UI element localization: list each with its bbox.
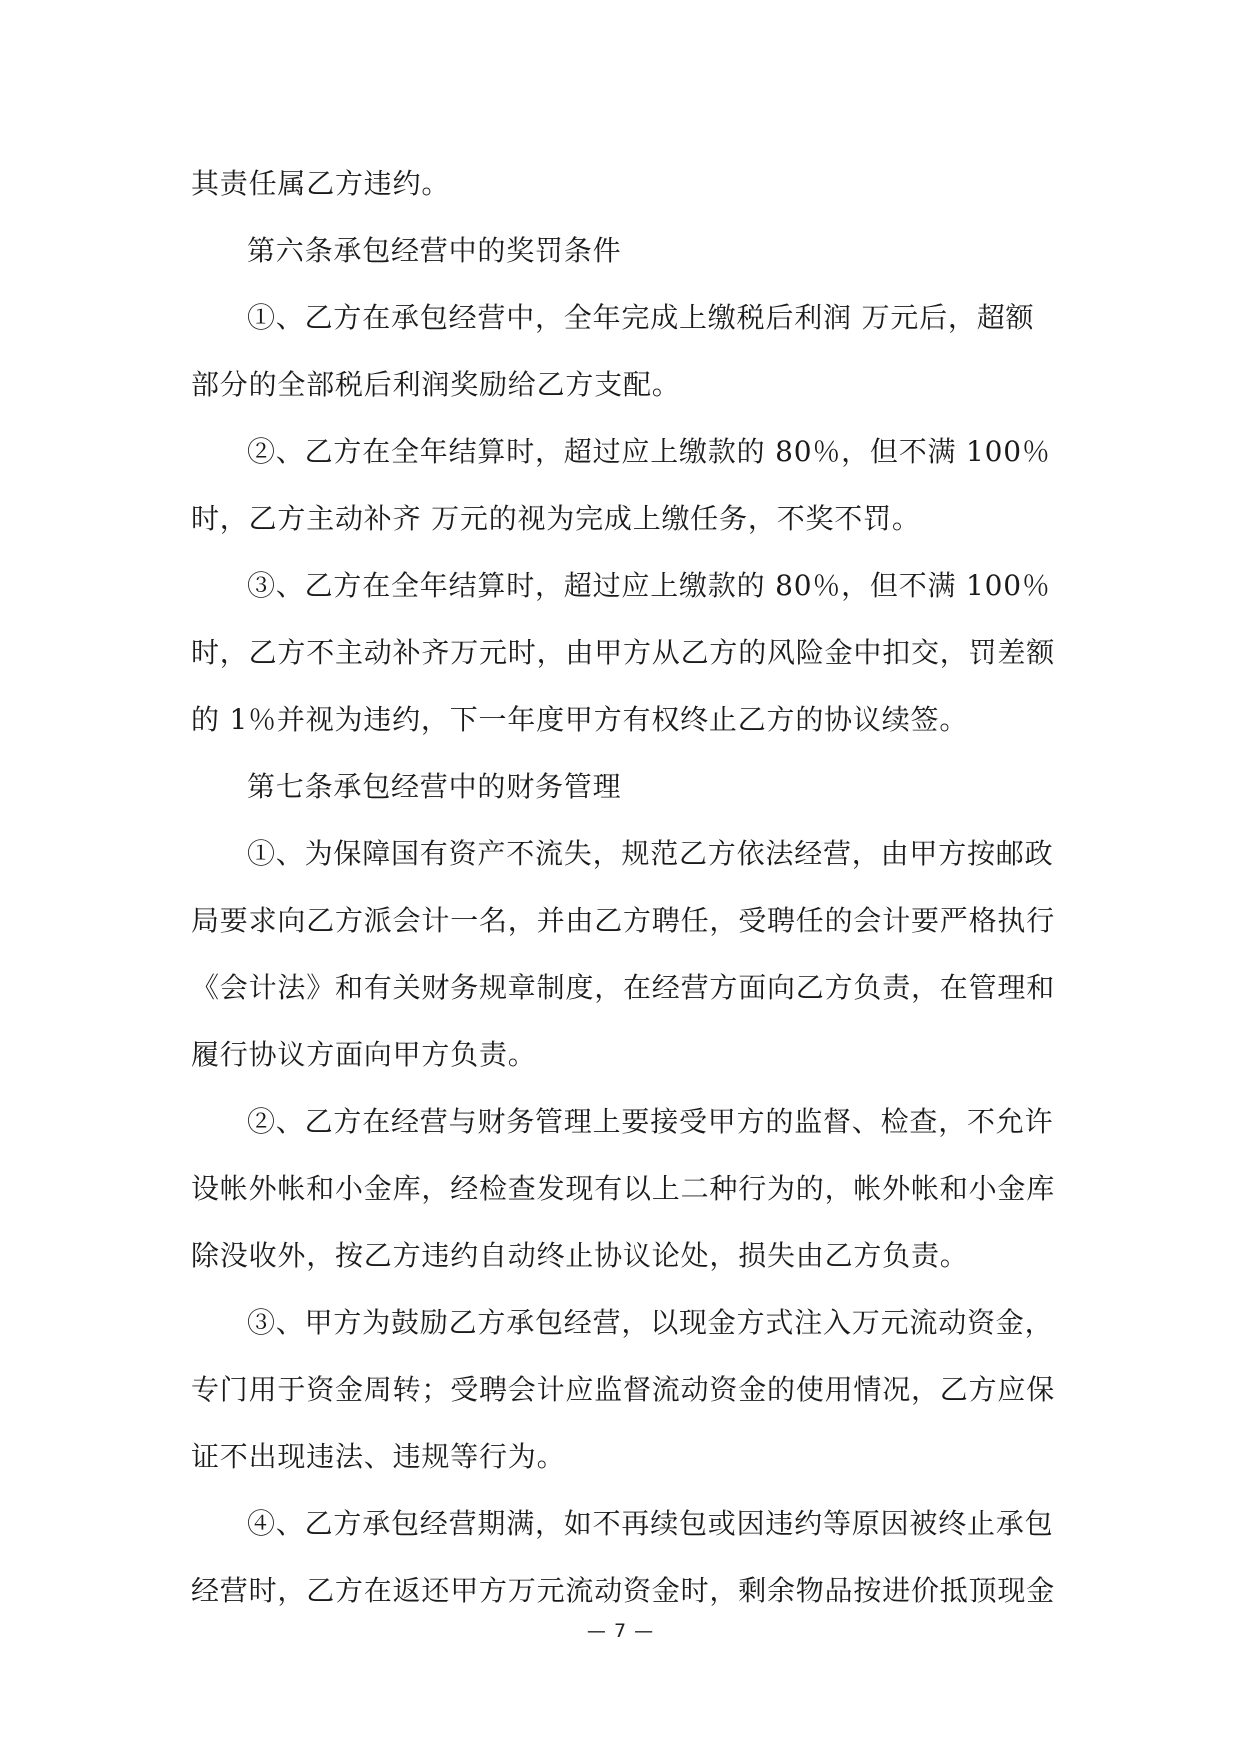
section-heading: 第六条承包经营中的奖罚条件 [247,234,622,267]
paragraph-line: 除没收外，按乙方违约自动终止协议论处，损失由乙方负责。 [191,1239,969,1272]
paragraph-line: 设帐外帐和小金库，经检查发现有以上二种行为的，帐外帐和小金库 [191,1172,1056,1205]
paragraph-line: 履行协议方面向甲方负责。 [191,1038,537,1071]
paragraph-line: 专门用于资金周转；受聘会计应监督流动资金的使用情况，乙方应保 [191,1373,1056,1406]
paragraph-line: 证不出现违法、违规等行为。 [191,1440,566,1473]
paragraph-line: ②、乙方在全年结算时，超过应上缴款的 80％，但不满 100％ [247,435,1051,468]
paragraph-line: 时，乙方不主动补齐万元时，由甲方从乙方的风险金中扣交，罚差额 [191,636,1056,669]
page-number: — 7 — [586,1620,655,1642]
paragraph-line: 局要求向乙方派会计一名，并由乙方聘任，受聘任的会计要严格执行 [191,904,1056,937]
paragraph-line: ③、乙方在全年结算时，超过应上缴款的 80％，但不满 100％ [247,569,1051,602]
paragraph-line: ④、乙方承包经营期满，如不再续包或因违约等原因被终止承包 [247,1507,1054,1540]
paragraph-line: ①、乙方在承包经营中，全年完成上缴税后利润 万元后，超额 [247,301,1035,334]
paragraph-line: 《会计法》和有关财务规章制度，在经营方面向乙方负责，在管理和 [191,971,1056,1004]
paragraph-line: 时，乙方主动补齐 万元的视为完成上缴任务，不奖不罚。 [191,502,921,535]
paragraph-line: 经营时，乙方在返还甲方万元流动资金时，剩余物品按进价抵顶现金 [191,1574,1056,1607]
paragraph-line: ②、乙方在经营与财务管理上要接受甲方的监督、检查，不允许 [247,1105,1054,1138]
document-body [191,150,1056,1624]
paragraph-line: 的 1％并视为违约，下一年度甲方有权终止乙方的协议续签。 [191,703,969,736]
paragraph-line: 部分的全部税后利润奖励给乙方支配。 [191,368,681,401]
paragraph-line: ①、为保障国有资产不流失，规范乙方依法经营，由甲方按邮政 [247,837,1054,870]
paragraph-line: 其责任属乙方违约。 [191,167,451,200]
paragraph-line: ③、甲方为鼓励乙方承包经营，以现金方式注入万元流动资金， [247,1306,1054,1339]
section-heading: 第七条承包经营中的财务管理 [247,770,622,803]
